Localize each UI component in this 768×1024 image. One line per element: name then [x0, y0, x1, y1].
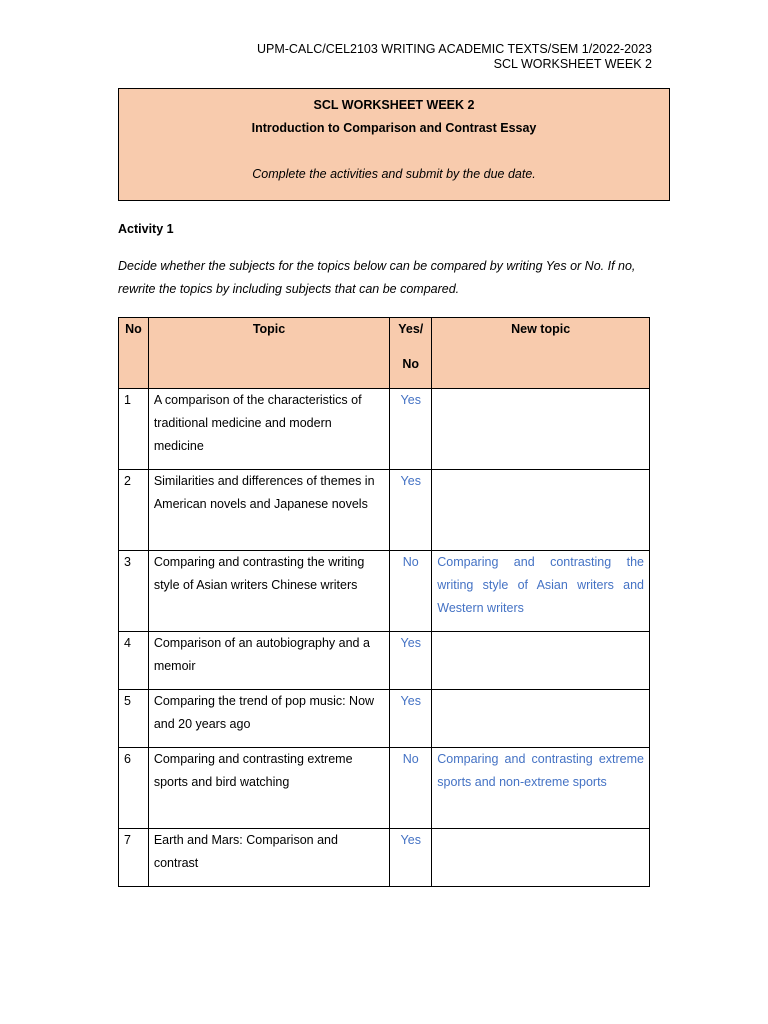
header-new-topic: New topic	[432, 318, 650, 389]
course-code-line: UPM-CALC/CEL2103 WRITING ACADEMIC TEXTS/SEM 1/2022-2023	[256, 42, 652, 56]
worksheet-title: SCL WORKSHEET WEEK 2	[313, 98, 475, 112]
worksheet-subtitle: Introduction to Comparison and Contrast Essay	[251, 121, 537, 135]
row-answer: Yes	[390, 389, 432, 470]
row-new-topic: Comparing and contrasting the writing style of Asian writers and Western writers	[432, 551, 650, 632]
row-topic: Comparing and contrasting extreme sports and bird watching	[148, 748, 389, 829]
worksheet-note: Complete the activities and submit by the due date.	[252, 167, 536, 181]
row-topic: Comparing the trend of pop music: Now and 20 years ago	[148, 690, 389, 748]
row-answer: Yes	[390, 690, 432, 748]
row-number: 1	[119, 389, 149, 470]
row-topic: A comparison of the characteristics of traditional medicine and modern medicine	[148, 389, 389, 470]
row-new-topic	[432, 690, 650, 748]
row-topic: Comparison of an autobiography and a memoir	[148, 632, 389, 690]
row-new-topic	[432, 632, 650, 690]
row-answer: No	[390, 748, 432, 829]
header-topic: Topic	[148, 318, 389, 389]
page-header	[257, 42, 652, 72]
row-answer: No	[390, 551, 432, 632]
row-new-topic	[432, 829, 650, 887]
row-number: 7	[119, 829, 149, 887]
table-row	[119, 690, 650, 748]
table-row	[119, 829, 650, 887]
row-number: 6	[119, 748, 149, 829]
table-row	[119, 470, 650, 551]
table-header-row	[119, 318, 650, 389]
row-topic: Comparing and contrasting the writing style of Asian writers Chinese writers	[148, 551, 389, 632]
header-yes-no-line2: No	[402, 357, 420, 371]
worksheet-label-line: SCL WORKSHEET WEEK 2	[493, 57, 652, 71]
row-answer: Yes	[390, 632, 432, 690]
row-new-topic	[432, 470, 650, 551]
row-new-topic	[432, 389, 650, 470]
header-yes-no-line1: Yes/	[398, 322, 424, 336]
row-topic: Earth and Mars: Comparison and contrast	[148, 829, 389, 887]
activity-heading: Activity 1	[118, 222, 174, 236]
header-no: No	[119, 318, 149, 389]
row-topic: Similarities and differences of themes in American novels and Japanese novels	[148, 470, 389, 551]
table-row	[119, 389, 650, 470]
row-answer: Yes	[390, 470, 432, 551]
table-row	[119, 551, 650, 632]
topics-table	[118, 317, 650, 887]
row-answer: Yes	[390, 829, 432, 887]
row-number: 3	[119, 551, 149, 632]
table-row	[119, 748, 650, 829]
row-number: 4	[119, 632, 149, 690]
row-number: 2	[119, 470, 149, 551]
header-yes-no	[390, 318, 432, 389]
title-box	[118, 88, 670, 201]
table-row	[119, 632, 650, 690]
row-number: 5	[119, 690, 149, 748]
activity-instructions: Decide whether the subjects for the topics below can be compared by writing Yes or No. If no, rewrite the topics by including subjects that can be compared.	[118, 259, 636, 296]
row-new-topic: Comparing and contrasting extreme sports and non-extreme sports	[432, 748, 650, 829]
